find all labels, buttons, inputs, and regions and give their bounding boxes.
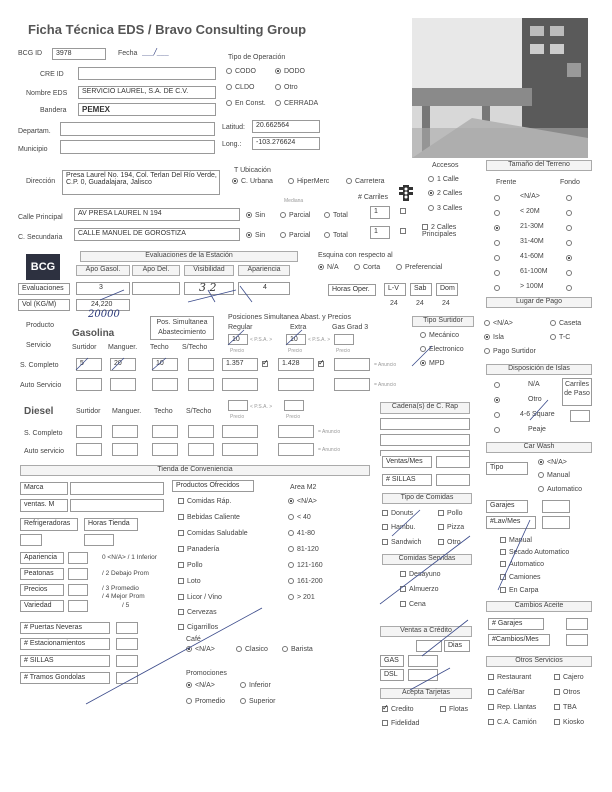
dsl-col-stecho: S/Techo — [186, 408, 212, 415]
extra-label: Extra — [290, 324, 307, 331]
otro-restaurant[interactable]: Restaurant — [488, 674, 531, 681]
islas-peaje: Peaje — [528, 426, 546, 433]
apariencia-label: Apariencia — [20, 552, 64, 564]
otros-servicios-header: Otros Servicios — [486, 656, 592, 667]
gas-sc-techo[interactable]: 10 — [152, 358, 178, 371]
size-31-40: 31-40M — [520, 238, 544, 245]
horas-lv-label: L-V — [384, 283, 406, 296]
calle-secundaria-label: C. Secundaria — [18, 234, 63, 241]
tarjeta-fidelidad[interactable]: Fidelidad — [382, 720, 419, 727]
frente-label: Frente — [496, 179, 517, 186]
size-41-60: 41-60M — [520, 253, 544, 260]
vol-handwritten[interactable]: 20000 — [88, 309, 120, 320]
promo-na[interactable]: <N/A> — [186, 682, 215, 689]
evaluaciones-label: Evaluaciones — [18, 283, 70, 295]
t-ubicacion-label: T Ubicación — [234, 167, 271, 174]
horas-oper-label: Horas Oper. — [328, 284, 376, 296]
op-cerrada[interactable]: CERRADA — [275, 100, 318, 107]
prod-cervezas[interactable]: Cervezas — [178, 609, 217, 616]
cadena-header: Cadena(s) de C. Rap — [380, 402, 470, 414]
horas-dom-label: Dom — [436, 283, 458, 296]
islas-square: 4-6 Square — [520, 411, 555, 418]
pos-simultanea-box: Pos. Simultanea Abastecimiento — [150, 316, 214, 340]
otro-cajero[interactable]: Cajero — [554, 674, 584, 681]
area-161-200[interactable]: 161-200 — [288, 578, 323, 585]
evaluaciones-header: Evaluaciones de la Estación — [80, 251, 298, 262]
dsl-col-techo: Techo — [154, 408, 173, 415]
islas-otro: Otro — [528, 396, 542, 403]
otro-tba[interactable]: TBA — [554, 704, 577, 711]
cw-check-secado[interactable]: Secado Automatico — [500, 549, 569, 556]
op-otro[interactable]: Otro — [275, 84, 298, 91]
dsl-auto-servicio-label: Auto servicio — [24, 448, 65, 455]
area-41-80[interactable]: 41-80 — [288, 530, 315, 537]
area-40[interactable]: < 40 — [288, 514, 311, 521]
pago-surtidor[interactable]: Pago Surtidor — [484, 348, 536, 355]
vol-label: Vol (KG/M) — [18, 299, 70, 311]
pago-caseta[interactable]: Caseta — [550, 320, 581, 327]
dsl-psa-label-1: < P.S.A. > — [250, 404, 273, 410]
comidas-servidas-header: Comidas Servidas — [382, 554, 472, 565]
horas-sab-label: Sab — [410, 283, 432, 296]
longitud-field[interactable]: -103.276624 — [252, 137, 320, 150]
cp-sin[interactable]: Sin — [246, 212, 265, 219]
surtidor-mpd[interactable]: MPD — [420, 360, 445, 367]
tipo-operacion-label: Tipo de Operación — [228, 54, 286, 61]
ubic-hipermerc[interactable]: HiperMerc — [288, 178, 329, 185]
eval-col-apo-del: Apo Del. — [132, 265, 180, 276]
area-na[interactable]: <N/A> — [288, 498, 317, 505]
marca-label: Marca — [20, 482, 68, 495]
cs-carriles-field[interactable]: 1 — [370, 226, 390, 239]
cs-total[interactable]: Total — [324, 232, 348, 239]
ventas-label: ventas. M — [20, 499, 68, 512]
op-cldo[interactable]: CLDO — [226, 84, 254, 91]
mediana-label: Mediana — [284, 198, 304, 204]
productos-header: Productos Ofrecidos — [172, 480, 254, 492]
scale-1: 0 <N/A> / 1 Inferior — [102, 554, 157, 561]
disposicion-islas-header: Disposición de Islas — [486, 364, 592, 375]
promociones-label: Promociones — [186, 670, 227, 677]
gas-col-manguer: Manguer. — [108, 344, 138, 351]
cw-check-en-carpa[interactable]: En Carpa — [500, 587, 539, 594]
dsl-s-completo-label: S. Completo — [24, 430, 63, 437]
esquina-label: Esquina con respecto al — [318, 252, 393, 259]
dsl-anuncio-label: = Anuncio — [318, 429, 341, 435]
dsl-credito-label: DSL — [380, 669, 404, 681]
prod-saludable[interactable]: Comidas Saludable — [178, 530, 248, 537]
ubic-c-urbana[interactable]: C. Urbana — [232, 178, 273, 185]
gasolina-label: Gasolina — [72, 328, 115, 339]
bandera-label: Bandera — [40, 107, 67, 114]
comida-sandwich[interactable]: Sandwich — [382, 539, 421, 546]
gas-col-surtidor: Surtidor — [72, 344, 97, 351]
bandera-field[interactable]: PEMEX — [78, 103, 216, 116]
gas-as-anuncio-label: = Anuncio — [374, 382, 397, 388]
scale-3: / 3 Promedio — [102, 585, 139, 592]
pago-na[interactable]: <N/A> — [484, 320, 513, 327]
prod-cigarrillos[interactable]: Cigarrillos — [178, 624, 218, 631]
cafe-barista[interactable]: Barista — [282, 646, 313, 653]
terreno-header: Tamaño del Terreno — [486, 160, 592, 171]
servida-desayuno[interactable]: Desayuno — [400, 571, 441, 578]
tienda-header: Tienda de Conveniencia — [20, 465, 370, 476]
lav-mes-label: #Lav/Mes — [486, 516, 536, 529]
eval-apariencia[interactable]: 4 — [238, 282, 290, 295]
tipo-surtidor-header: Tipo Surtidor — [412, 316, 474, 327]
fondo-label: Fondo — [560, 179, 580, 186]
eval-col-visibilidad: Visibilidad — [184, 265, 234, 276]
estacionamientos-label: # Estacionamientos — [20, 638, 110, 650]
calle-secundaria-field[interactable]: CALLE MANUEL DE GOROSTIZA — [74, 228, 240, 241]
grad3-precio-label: Precio — [336, 348, 351, 354]
prod-panaderia[interactable]: Panadería — [178, 546, 219, 553]
dos-calles-principales[interactable]: 2 Calles Principales — [422, 224, 457, 238]
extra-precio-label: Precio — [288, 348, 303, 354]
otro-kiosko[interactable]: Kiosko — [554, 719, 584, 726]
ventas-sillas-label: # SILLAS — [382, 474, 432, 486]
servida-cena[interactable]: Cena — [400, 601, 426, 608]
prod-bebidas[interactable]: Bebidas Caliente — [178, 514, 240, 521]
horas-tienda-label: Horas Tienda — [84, 518, 138, 531]
otro-cafe-bar[interactable]: Café/Bar — [488, 689, 525, 696]
dsl-col-manguer: Manguer. — [112, 408, 142, 415]
promo-promedio[interactable]: Promedio — [186, 698, 225, 705]
cw-automatico[interactable]: Automatico — [538, 486, 582, 493]
bcg-id-label: BCG ID — [18, 50, 43, 57]
extra-precio-field[interactable]: 1.428 — [278, 358, 314, 371]
otro-ca-camion[interactable]: C.A. Camión — [488, 719, 537, 726]
gas-col-techo: Techo — [150, 344, 169, 351]
cw-manual[interactable]: Manual — [538, 472, 570, 479]
eval-visibilidad[interactable]: 3 2 — [184, 282, 234, 295]
dsl-as-anuncio-label: = Anuncio — [318, 447, 341, 453]
comida-pollo[interactable]: Pollo — [438, 510, 463, 517]
aceite-garajes-label: # Garajes — [488, 618, 544, 630]
prod-pollo[interactable]: Pollo — [178, 562, 203, 569]
horas-lv-value[interactable]: 24 — [390, 300, 398, 307]
horas-dom-value[interactable]: 24 — [442, 300, 450, 307]
servida-almuerzo[interactable]: Almuerzo — [400, 586, 439, 593]
cafe-clasico[interactable]: Clasico — [236, 646, 268, 653]
garajes-label: Garajes — [486, 500, 528, 513]
departam-label: Departam. — [18, 128, 51, 135]
scale-5: / 5 — [122, 602, 130, 609]
car-wash-tipo-label: Tipo — [486, 462, 528, 475]
dias-label: Dias — [444, 640, 470, 652]
esquina-na[interactable]: N/A — [318, 264, 339, 271]
dsl-precio-label-2: Precio — [286, 414, 301, 420]
calle-principal-field[interactable]: AV PRESA LAUREL N 194 — [74, 208, 240, 221]
regular-label: Regular — [228, 324, 253, 331]
pos-sim-label: Posiciones Simultanea Abast. y Precios — [228, 314, 351, 321]
accesos-1-calle[interactable]: 1 Calle — [428, 176, 459, 183]
gas-s-completo-label: S. Completo — [20, 362, 59, 369]
tarjeta-flotas[interactable]: Flotas — [440, 706, 468, 713]
esquina-preferencial[interactable]: Preferencial — [396, 264, 442, 271]
form-title: Ficha Técnica EDS / Bravo Consulting Group — [28, 22, 307, 37]
size-na: <N/A> — [520, 193, 540, 200]
latitud-label: Latitud: — [222, 124, 245, 131]
lugar-pago-header: Lugar de Pago — [486, 297, 592, 308]
sillas-label: # SILLAS — [20, 655, 110, 667]
puertas-label: # Puertas Neveras — [20, 622, 110, 634]
carriles-paso-label: Carriles de Paso — [562, 378, 592, 406]
eval-col-apo-gasol: Apo Gasol. — [76, 265, 130, 276]
area-201[interactable]: > 201 — [288, 594, 315, 601]
eval-col-apariencia: Apariencia — [238, 265, 290, 276]
calle-principal-label: Calle Principal — [18, 214, 63, 221]
horas-sab-value[interactable]: 24 — [416, 300, 424, 307]
tarjeta-credito[interactable]: ✓Credito — [382, 706, 414, 713]
bcg-logo: BCG — [26, 254, 60, 280]
extra-psa-label: < P.S.A. > — [308, 337, 331, 343]
acepta-tarjetas-header: Acepta Tarjetas — [380, 688, 472, 699]
otro-otros[interactable]: Otros — [554, 689, 580, 696]
gas-auto-servicio-label: Auto Servicio — [20, 382, 62, 389]
comida-hambu[interactable]: Hambu. — [382, 524, 416, 531]
cw-check-automatico[interactable]: Automatico — [500, 561, 544, 568]
precios-label: Precios — [20, 584, 64, 596]
ventas-credito-header: Ventas a Crédito — [380, 626, 472, 637]
eval-apo-gasol[interactable]: 3 — [76, 282, 130, 295]
comida-pizza[interactable]: Pizza — [438, 524, 464, 531]
bcg-id-field[interactable]: 3978 — [52, 48, 106, 60]
promo-superior[interactable]: Superior — [240, 698, 275, 705]
dsl-precio-label-1: Precio — [230, 414, 245, 420]
cp-parcial[interactable]: Parcial — [280, 212, 310, 219]
esquina-corta[interactable]: Corta — [354, 264, 380, 271]
carriles-label: # Carriles — [358, 194, 388, 201]
tipo-comidas-header: Tipo de Comidas — [382, 493, 472, 504]
peatonas-label: Peatonas — [20, 568, 64, 580]
extra-pos-field[interactable]: 10 — [286, 334, 306, 345]
regular-precio-field[interactable]: 1.357 — [222, 358, 258, 371]
cw-check-manual[interactable]: Manual — [500, 537, 532, 544]
producto-label: Producto — [26, 322, 55, 329]
scale-4: / 4 Mejor Prom — [102, 593, 145, 600]
refrigeradoras-label: Refrigeradoras — [20, 518, 78, 531]
gas-grad3-label: Gas Grad 3 — [332, 324, 369, 331]
gas-sc-manguer[interactable]: 20 — [110, 358, 136, 371]
op-codo[interactable]: CODO — [226, 68, 256, 75]
size-20: < 20M — [520, 208, 540, 215]
cs-parcial[interactable]: Parcial — [280, 232, 310, 239]
gas-sc-surtidor[interactable]: 5 — [76, 358, 102, 371]
pago-tc[interactable]: T-C — [550, 334, 570, 341]
op-dodo[interactable]: DODO — [275, 68, 305, 75]
cs-sin[interactable]: Sin — [246, 232, 265, 239]
direccion-label: Dirección — [26, 178, 56, 185]
surtidor-electronico[interactable]: Electronico — [420, 346, 464, 353]
aceite-cambios-label: #Cambios/Mes — [488, 634, 550, 646]
dsl-col-surtidor: Surtidor — [76, 408, 101, 415]
vol-field[interactable]: 24,220 — [76, 299, 130, 311]
car-wash-header: Car Wash — [486, 442, 592, 453]
tramos-label: # Tramos Gondolas — [20, 672, 110, 684]
comida-otro[interactable]: Otro — [438, 539, 461, 546]
cw-check-camiones[interactable]: Camiones — [500, 574, 541, 581]
diesel-label: Diesel — [24, 406, 54, 417]
fecha-label: Fecha — [118, 50, 138, 57]
cambios-aceite-header: Cambios Aceite — [486, 601, 592, 612]
nombre-field[interactable]: SERVICIO LAUREL, S.A. DE C.V. — [78, 86, 216, 99]
regular-pos-field[interactable]: 10 — [228, 334, 248, 345]
fecha-value[interactable]: ___/___ — [142, 47, 169, 56]
variedad-label: Variedad — [20, 600, 64, 612]
surtidor-mecanico[interactable]: Mecánico — [420, 332, 459, 339]
size-21-30: 21-30M — [520, 223, 544, 230]
ubic-carretera[interactable]: Carretera — [346, 178, 385, 185]
ventas-mes-label: Ventas/Mes — [382, 456, 432, 468]
islas-na: N/A — [528, 381, 540, 388]
longitud-label: Long.: — [222, 141, 242, 148]
prod-loto[interactable]: Loto — [178, 578, 201, 585]
area-label: Area M2 — [290, 484, 317, 491]
accesos-2-calles[interactable]: 2 Calles — [428, 190, 462, 197]
otro-rep-llantas[interactable]: Rep. Llantas — [488, 704, 536, 711]
pago-isla[interactable]: Isla — [484, 334, 504, 341]
op-en-const[interactable]: En Const. — [226, 100, 266, 107]
municipio-label: Municipio — [18, 146, 48, 153]
cafe-na[interactable]: <N/A> — [186, 646, 215, 653]
accesos-3-calles[interactable]: 3 Calles — [428, 205, 462, 212]
nombre-label: Nombre EDS — [26, 90, 68, 97]
cre-id-label: CRE ID — [40, 71, 64, 78]
area-81-120[interactable]: 81-120 — [288, 546, 319, 553]
cp-carriles-field[interactable]: 1 — [370, 206, 390, 219]
comida-donuts[interactable]: Donuts — [382, 510, 413, 517]
direccion-field[interactable]: Presa Laurel No. 194, Col. Terlan Del Río Verde, C.P. 0, Guadalajara, Jalisco — [62, 170, 220, 195]
regular-psa-label: < P.S.A. > — [250, 337, 273, 343]
scale-2: / 2 Debajo Prom — [102, 570, 149, 577]
gas-col-stecho: S/Techo — [182, 344, 208, 351]
servicio-label: Servicio — [26, 342, 51, 349]
regular-precio-label: Precio — [230, 348, 245, 354]
gas-anuncio-label: = Anuncio — [374, 362, 397, 368]
size-61-100: 61-100M — [520, 268, 548, 275]
latitud-field[interactable]: 20.662564 — [252, 120, 320, 133]
cw-na[interactable]: <N/A> — [538, 459, 567, 466]
size-100: > 100M — [520, 283, 544, 290]
area-121-160[interactable]: 121-160 — [288, 562, 323, 569]
accesos-label: Accesos — [432, 162, 459, 169]
cp-total[interactable]: Total — [324, 212, 348, 219]
cafe-label: Café — [186, 636, 201, 643]
gas-credito-label: GAS — [380, 655, 404, 667]
promo-inferior[interactable]: Inferior — [240, 682, 271, 689]
prod-comidas-rap[interactable]: Comidas Ráp. — [178, 498, 231, 505]
prod-licor[interactable]: Licor / Vino — [178, 594, 222, 601]
